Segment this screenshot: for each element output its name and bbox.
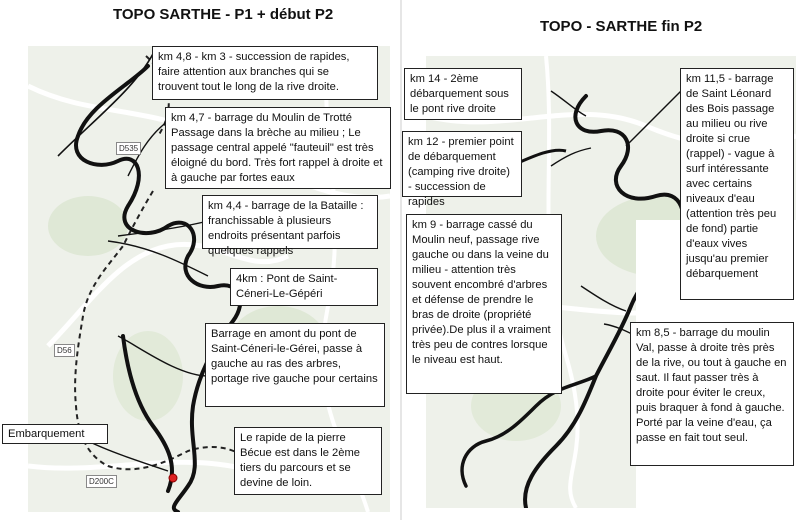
callout-km44: km 4,4 - barrage de la Bataille : franchissable à plusieurs endroits présentant parfois quelques rappels (202, 195, 378, 249)
road-label-d56: D56 (54, 344, 75, 357)
callout-km4: 4km : Pont de Saint-Céneri-Le-Gépéri (230, 268, 378, 306)
callout-km9: km 9 - barrage cassé du Moulin neuf, passage rive gauche ou dans la veine du milieu - attention très souvent encombré d'arbres et défense de prendre le bras de droite (propriété privée).De plus il a vraiment très peu de contres lorsque le niveau est haut. (406, 214, 562, 394)
callout-km47: km 4,7 - barrage du Moulin de Trotté Passage dans la brèche au milieu ; Le passage central appelé "fauteuil" est très éloigné du bord. Très fort rappel à droite et à gauche par fortes eaux (165, 107, 391, 189)
road-label-d200c: D200C (86, 475, 117, 488)
callout-embarquement: Embarquement (2, 424, 108, 444)
callout-km115: km 11,5 - barrage de Saint Léonard des Bois passage au milieu ou rive droite si crue (rappel) - vague à surf intéressante avec certains niveaux d'eau (attention très peu de fond) partie d'eaux vives jusqu'au premier débarquement (680, 68, 794, 300)
left-page-title: TOPO SARTHE - P1 + début P2 (113, 6, 334, 23)
right-page-title: TOPO - SARTHE fin P2 (540, 18, 703, 35)
callout-km48: km 4,8 - km 3 - succession de rapides, faire attention aux branches qui se trouvent tout le long de la rive droite. (152, 46, 378, 100)
callout-km12: km 12 - premier point de débarquement (camping rive droite) - succession de rapides (402, 131, 522, 197)
callout-barrage: Barrage en amont du pont de Saint-Céneri-le-Gérei, passe à gauche au ras des arbres, portage rive gauche pour certains (205, 323, 385, 407)
road-label-d535: D535 (116, 142, 141, 155)
callout-km85: km 8,5 - barrage du moulin Val, passe à droite très près de la rive, ou tout à gauche en saut. Il faut passer très à droite pour éviter le creux, puis braquer à fond à gauche. Porté par la veine d'eau, ça passe en fait tout seul. (630, 322, 794, 466)
right-page (402, 0, 800, 520)
callout-pierre-becue: Le rapide de la pierre Bécue est dans le 2ème tiers du parcours et se devine de loin. (234, 427, 382, 495)
callout-km14: km 14 - 2ème débarquement sous le pont rive droite (404, 68, 522, 120)
